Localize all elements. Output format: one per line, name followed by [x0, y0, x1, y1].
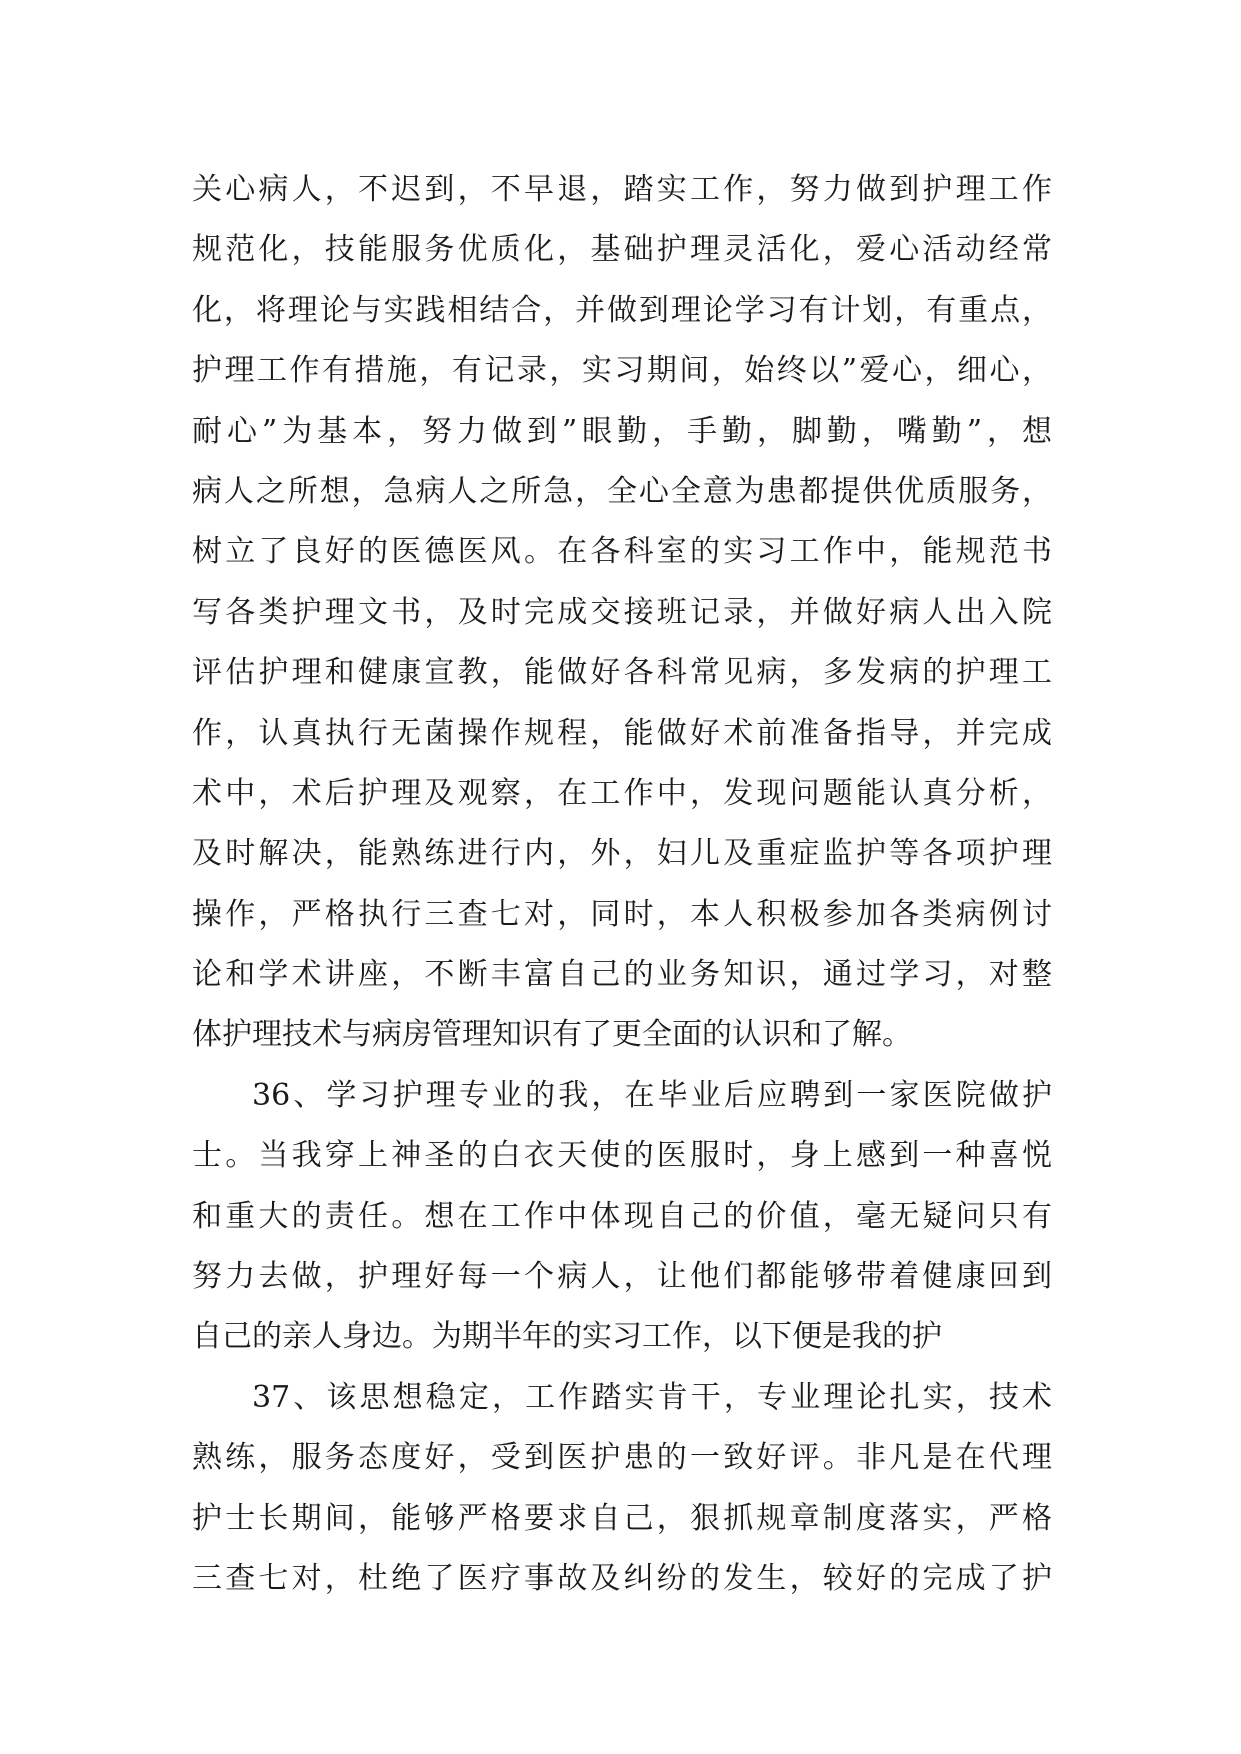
paragraph-37	[192, 1368, 1052, 1610]
text-line: 努力去做，护理好每一个病人，让他们都能够带着健康回到	[192, 1259, 1052, 1295]
text-line: 士。当我穿上神圣的白衣天使的医服时，身上感到一种喜悦	[192, 1138, 1052, 1174]
text-line: 论和学术讲座，不断丰富自己的业务知识，通过学习，对整	[192, 957, 1052, 993]
text-line: 熟练，服务态度好，受到医护患的一致好评。非凡是在代理	[192, 1440, 1052, 1476]
text-line: 及时解决，能熟练进行内，外，妇儿及重症监护等各项护理	[192, 836, 1052, 872]
paragraph-1	[192, 160, 1052, 1066]
text-line: 关心病人，不迟到，不早退，踏实工作，努力做到护理工作	[192, 172, 1052, 207]
text-line: 三查七对，杜绝了医疗事故及纠纷的发生，较好的完成了护	[192, 1560, 1052, 1596]
text-line: 操作，严格执行三查七对，同时，本人积极参加各类病例讨	[192, 896, 1052, 932]
text-line: 护理工作有措施，有记录，实习期间，始终以”爱心，细心，	[192, 353, 1052, 389]
text-line: 和重大的责任。想在工作中体现自己的价值，毫无疑问只有	[192, 1198, 1052, 1234]
text-line: 作，认真执行无菌操作规程，能做好术前准备指导，并完成	[192, 715, 1052, 751]
text-line: 化，将理论与实践相结合，并做到理论学习有计划，有重点，	[192, 292, 1052, 328]
text-line: 自己的亲人身边。为期半年的实习工作，以下便是我的护	[192, 1319, 942, 1355]
text-line: 评估护理和健康宣教，能做好各科常见病，多发病的护理工	[192, 655, 1052, 691]
text-line: 护士长期间，能够严格要求自己，狠抓规章制度落实，严格	[192, 1500, 1052, 1536]
document-body	[192, 160, 1052, 1609]
text-line: 规范化，技能服务优质化，基础护理灵活化，爱心活动经常	[192, 232, 1052, 268]
text-line: 写各类护理文书，及时完成交接班记录，并做好病人出入院	[192, 594, 1052, 630]
text-line: 体护理技术与病房管理知识有了更全面的认识和了解。	[192, 1017, 912, 1053]
text-line: 树立了良好的医德医风。在各科室的实习工作中，能规范书	[192, 534, 1052, 570]
text-line: 36、学习护理专业的我，在毕业后应聘到一家医院做护	[252, 1077, 1052, 1113]
text-line: 病人之所想，急病人之所急，全心全意为患都提供优质服务，	[192, 473, 1052, 509]
text-line: 术中，术后护理及观察，在工作中，发现问题能认真分析，	[192, 775, 1052, 811]
text-line: 37、该思想稳定，工作踏实肯干，专业理论扎实，技术	[252, 1379, 1052, 1415]
paragraph-36	[192, 1066, 1052, 1368]
text-line: 耐心”为基本，努力做到”眼勤，手勤，脚勤，嘴勤”，想	[192, 413, 1052, 449]
